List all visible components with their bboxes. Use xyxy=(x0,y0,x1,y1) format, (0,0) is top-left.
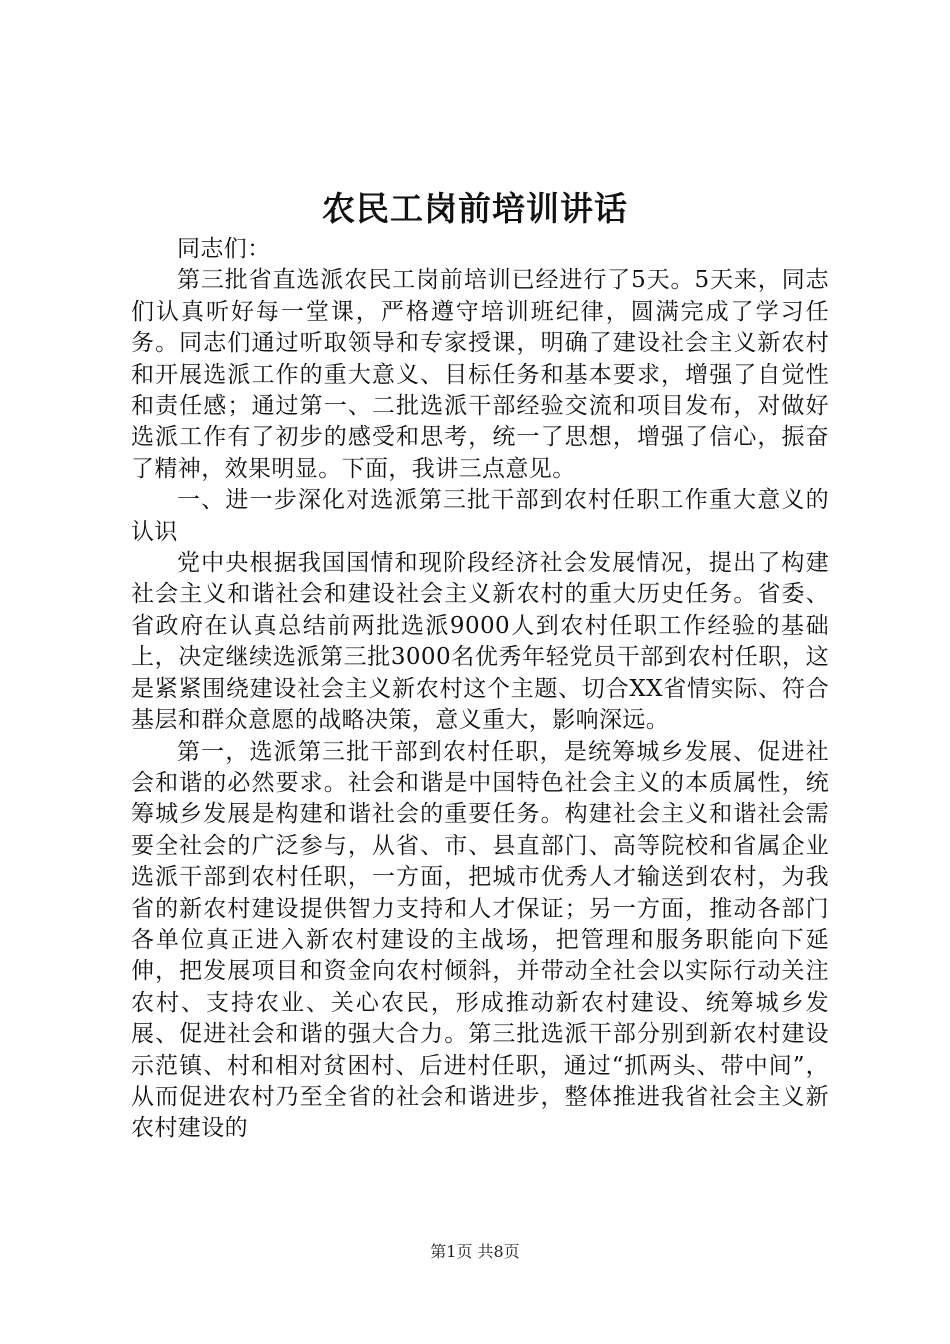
page-footer: 第1页 共8页 xyxy=(430,1242,520,1261)
intro-paragraph: 第三批省直选派农民工岗前培训已经进行了5天。5天来，同志们认真听好每一堂课，严格遵守培训班纪律，圆满完成了学习任务。同志们通过听取领导和专家授课，明确了建设社会主义新农村和开展选派工作的重大意义、目标任务和基本要求，增强了自觉性和责任感；通过第一、二批选派干部经验交流和项目发布，对做好选派工作有了初步的感受和思考，统一了思想，增强了信心，振奋了精神，效果明显。下面，我讲三点意见。 xyxy=(131,267,829,482)
body-paragraph: 党中央根据我国国情和现阶段经济社会发展情况，提出了构建社会主义和谐社会和建设社会主义新农村的重大历史任务。省委、省政府在认真总结前两批选派9000人到农村任职工作经验的基础上，决定继续选派第三批3000名优秀年轻党员干部到农村任职，这是紧紧围绕建设社会主义新农村这个主题、切合XX省情实际、符合基层和群众意愿的战略决策，意义重大，影响深远。 xyxy=(131,550,829,734)
document-title: 农民工岗前培训讲话 xyxy=(322,189,628,228)
section-heading-1: 一、进一步深化对选派第三批干部到农村任职工作重大意义的认识 xyxy=(131,487,829,545)
body-paragraph: 第一，选派第三批干部到农村任职，是统筹城乡发展、促进社会和谐的必然要求。社会和谐是中国特色社会主义的本质属性，统筹城乡发展是构建和谐社会的重要任务。构建社会主义和谐社会需要全社会的广泛参与，从省、市、县直部门、高等院校和省属企业选派干部到农村任职，一方面，把城市优秀人才输送到农村，为我省的新农村建设提供智力支持和人才保证；另一方面，推动各部门各单位真正进入新农村建设的主战场，把管理和服务职能向下延伸，把发展项目和资金向农村倾斜，并带动全社会以实际行动关注农村、支持农业、关心农民，形成推动新农村建设、统筹城乡发展、促进社会和谐的强大合力。第三批选派干部分别到新农村建设示范镇、村和相对贫困村、后进村任职，通过“抓两头、带中间”，从而促进农村乃至全省的社会和谐进步，整体推进我省社会主义新农村建设的 xyxy=(131,738,829,1142)
salutation-paragraph: 同志们： xyxy=(177,236,271,262)
document-body xyxy=(131,234,829,1145)
